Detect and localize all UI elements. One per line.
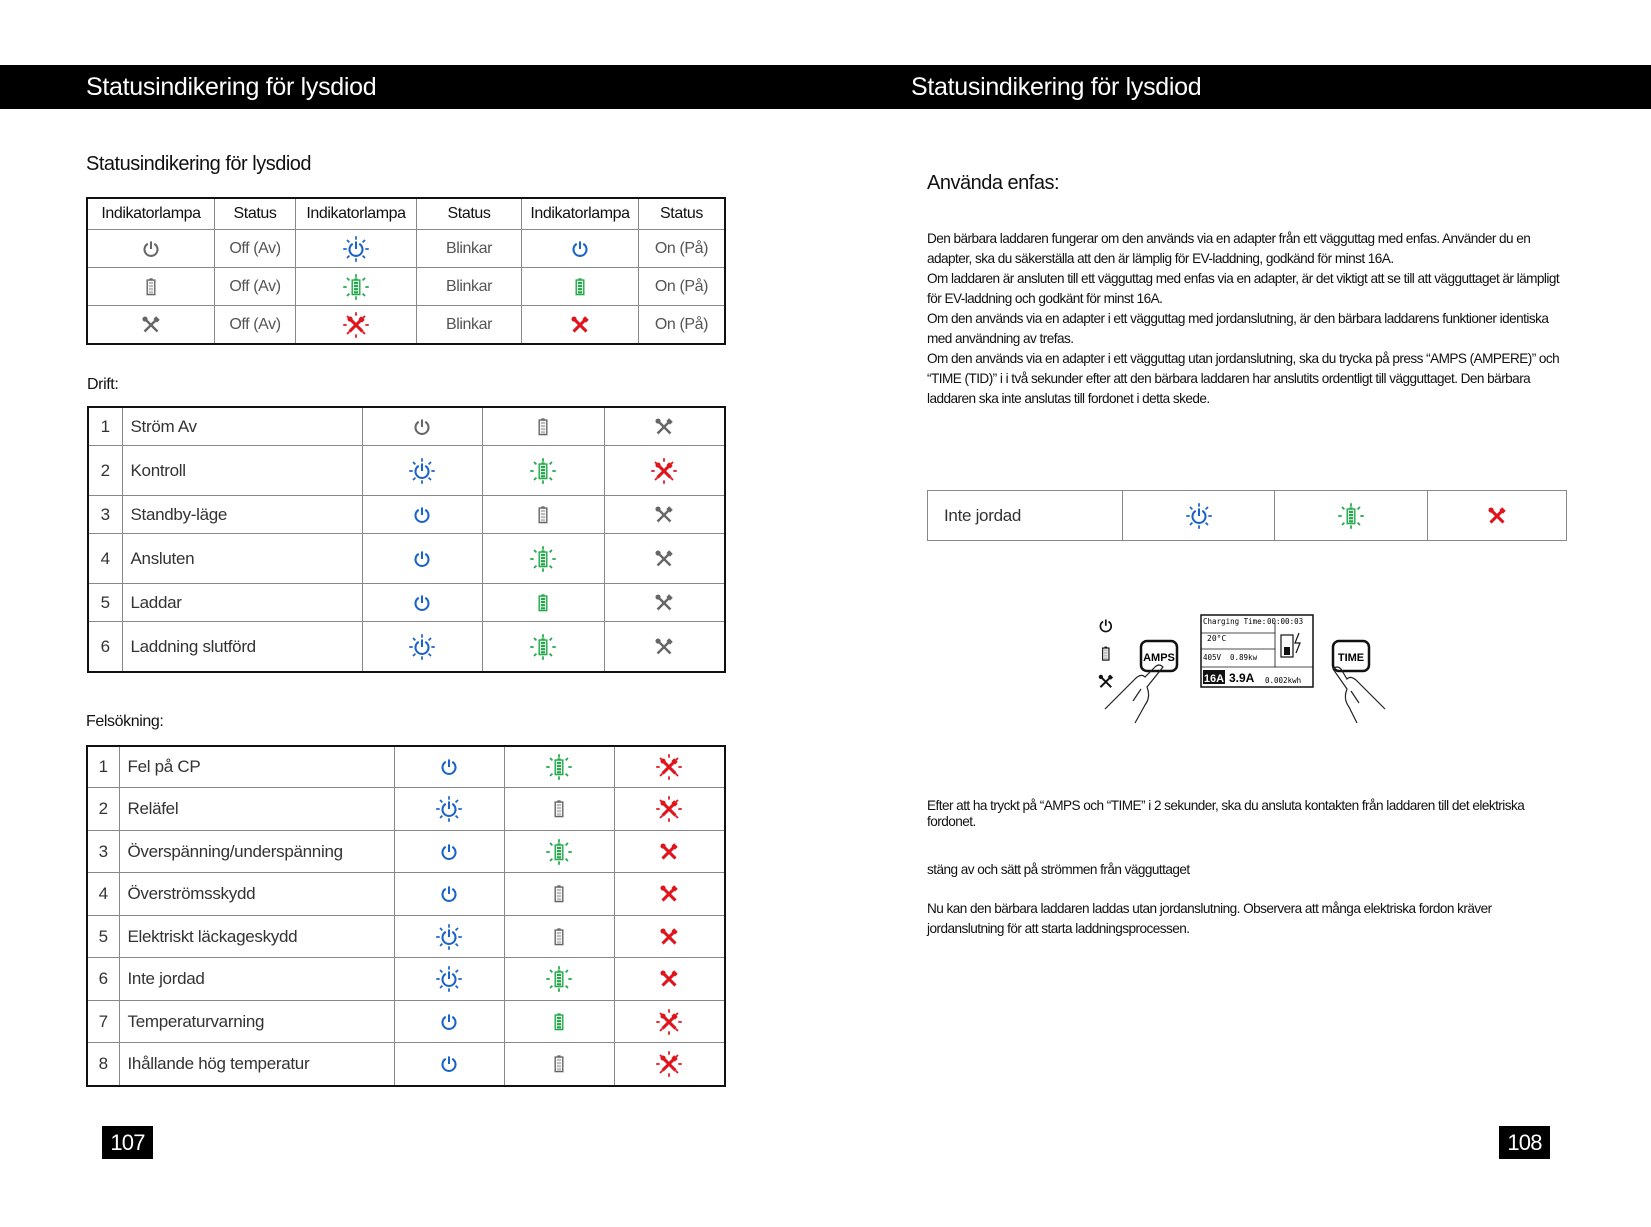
battery-icon-cell (482, 584, 604, 622)
charger-display (1201, 615, 1313, 687)
legend-row (87, 230, 725, 268)
row-number: 2 (87, 788, 119, 831)
battery-icon (546, 798, 572, 817)
wrench-icon (656, 968, 682, 987)
power-icon-cell (394, 873, 504, 916)
battery-icon-cell (482, 407, 604, 446)
wrench-icon (651, 504, 677, 523)
status-blink-text: Blinkar (417, 230, 522, 268)
table-row (87, 873, 725, 916)
left-hand-icon (1105, 665, 1163, 723)
wrench-icon-cell (614, 746, 725, 788)
row-number: 2 (88, 446, 122, 496)
right-hand-icon (1333, 667, 1385, 723)
page-number-left: 107 (102, 1126, 153, 1159)
row-name: Ström Av (122, 407, 362, 446)
table-row (88, 622, 725, 673)
amps-label: AMPS (1143, 652, 1175, 664)
paragraph: Om den används via en adapter i ett vägguttag med jordanslutning, är den bärbara laddarens funktioner identiska med användning av trefas. (927, 311, 1549, 346)
voltage-value: 405V (1203, 653, 1222, 662)
wrench-icon (656, 798, 682, 817)
power-icon-cell (1123, 491, 1275, 541)
status-on-text: On (På) (639, 230, 726, 268)
fault-label: Felsökning: (86, 713, 164, 730)
status-off-text: Off (Av) (215, 230, 296, 268)
row-number: 7 (87, 1001, 119, 1043)
illustration-status-icons (1099, 620, 1112, 688)
paragraph: Om laddaren är ansluten till ett vägguttag med enfas via en adapter, är det viktigt att se till att vägguttaget är lämpligt för EV-laddning och godkänt för minst 16A. (927, 271, 1560, 306)
battery-icon-cell (504, 746, 614, 788)
row-name: Standby-läge (122, 496, 362, 534)
wrench-icon (651, 416, 677, 435)
power-icon (409, 636, 435, 655)
battery-icon (567, 278, 593, 295)
battery-icon (530, 548, 556, 567)
power-icon (409, 548, 435, 567)
power-icon (436, 841, 462, 860)
row-number: 3 (87, 831, 119, 873)
power-icon (436, 968, 462, 987)
table-row (87, 1043, 725, 1087)
wrench-icon (656, 1053, 682, 1072)
wrench-icon (656, 883, 682, 902)
wrench-icon-cell (604, 584, 725, 622)
battery-icon (343, 278, 369, 295)
time-label: TIME (1337, 652, 1365, 664)
wrench-icon-cell (604, 496, 725, 534)
power-icon-cell (362, 584, 482, 622)
legend-header-row (87, 198, 725, 230)
row-number: 4 (88, 534, 122, 584)
battery-icon-cell (504, 1043, 614, 1087)
power-icon (436, 756, 462, 775)
intro-paragraphs (927, 229, 1567, 409)
legend-header: Status (417, 198, 522, 230)
table-row (88, 534, 725, 584)
power-icon (567, 240, 593, 257)
row-name: Kontroll (122, 446, 362, 496)
power-icon (1100, 620, 1111, 632)
wrench-icon (1099, 675, 1112, 688)
wrench-icon-cell (614, 788, 725, 831)
wrench-icon-cell (87, 306, 215, 345)
power-icon (1186, 505, 1212, 524)
wrench-icon (651, 636, 677, 655)
table-row (87, 788, 725, 831)
power-icon-cell (362, 446, 482, 496)
power-icon (409, 504, 435, 523)
row-number: 3 (88, 496, 122, 534)
wrench-icon (651, 548, 677, 567)
status-blink-text: Blinkar (417, 306, 522, 345)
not-grounded-table (927, 490, 1567, 541)
wrench-icon (656, 926, 682, 945)
battery-icon (546, 841, 572, 860)
battery-icon (546, 968, 572, 987)
final-text: Nu kan den bärbara laddaren laddas utan jordanslutning. Observera att många elektriska fordon kräver jordanslutning för att starta laddningsprocessen. (927, 901, 1492, 936)
battery-icon-cell (482, 446, 604, 496)
paragraph: Om den används via en adapter i ett vägguttag utan jordanslutning, ska du trycka på press “AMPS (AMPERE)” och “TIME (TID)” i i två sekunder efter att den bärbara laddaren har anslutits ordentligt till vägguttaget. Den bärbara laddaren ska inte anslutas till fordonet i detta skede. (927, 351, 1560, 406)
legend-header: Indikatorlampa (522, 198, 639, 230)
battery-icon (546, 1053, 572, 1072)
power-icon (436, 798, 462, 817)
power-icon-cell (394, 831, 504, 873)
power-icon-cell (394, 916, 504, 958)
row-number: 6 (87, 958, 119, 1001)
row-name: Laddar (122, 584, 362, 622)
table-row (87, 1001, 725, 1043)
wrench-icon (656, 756, 682, 775)
row-name: Överspänning/underspänning (119, 831, 394, 873)
battery-icon-cell (504, 831, 614, 873)
wrench-icon (343, 316, 369, 333)
power-icon (436, 883, 462, 902)
page-number-right: 108 (1499, 1126, 1550, 1159)
wrench-icon (651, 460, 677, 479)
paragraph: Den bärbara laddaren fungerar om den används via en adapter från ett vägguttag med enfas. Använder du en adapter, ska du säkerställa att den är lämplig för EV-laddning, godkänd för minst 16A. (927, 231, 1531, 266)
wrench-icon-cell (604, 446, 725, 496)
battery-icon (530, 460, 556, 479)
table-row (87, 746, 725, 788)
row-name: Inte jordad (119, 958, 394, 1001)
status-on-text: On (På) (639, 306, 726, 345)
after-press-text: Efter att ha tryckt på “AMPS och “TIME” i 2 sekunder, ska du ansluta kontakten från laddaren till det elektriska fordonet. (927, 798, 1525, 829)
row-number: 8 (87, 1043, 119, 1087)
power-icon-cell (394, 1043, 504, 1087)
row-name: Överströmsskydd (119, 873, 394, 916)
power-icon (436, 1053, 462, 1072)
right-banner: Statusindikering för lysdiod (825, 65, 1651, 109)
battery-icon (138, 278, 164, 295)
power-icon-cell (362, 496, 482, 534)
battery-icon (530, 416, 556, 435)
power-icon (138, 240, 164, 257)
left-banner: Statusindikering för lysdiod (0, 65, 825, 109)
row-name: Ihållande hög temperatur (119, 1043, 394, 1087)
battery-icon (546, 1011, 572, 1030)
power-icon (409, 592, 435, 611)
charging-time-value: 00:00:03 (1267, 617, 1304, 626)
wrench-icon (1484, 505, 1510, 524)
legend-row (87, 306, 725, 345)
power-icon-cell (87, 230, 215, 268)
battery-icon-cell (482, 496, 604, 534)
power-icon (343, 240, 369, 257)
wrench-icon (656, 1011, 682, 1030)
wrench-icon-cell (604, 534, 725, 584)
wrench-icon-cell (614, 1001, 725, 1043)
power-icon-cell (394, 746, 504, 788)
battery-icon (530, 636, 556, 655)
power-icon-cell (394, 788, 504, 831)
amps-button[interactable] (1141, 641, 1177, 671)
left-heading: Statusindikering för lysdiod (86, 153, 312, 175)
legend-header: Indikatorlampa (87, 198, 215, 230)
power-icon (436, 1011, 462, 1030)
wrench-icon-cell (296, 306, 417, 345)
battery-icon-cell (482, 534, 604, 584)
battery-icon (546, 926, 572, 945)
power-icon-cell (394, 1001, 504, 1043)
status-off-text: Off (Av) (215, 268, 296, 306)
table-row (87, 831, 725, 873)
row-number: 4 (87, 873, 119, 916)
battery-icon-cell (504, 958, 614, 1001)
energy-value: 0.002kwh (1265, 676, 1302, 685)
power-icon-cell (362, 407, 482, 446)
current-value: 3.9A (1229, 671, 1255, 685)
power-icon (409, 416, 435, 435)
status-on-text: On (På) (639, 268, 726, 306)
table-row (88, 496, 725, 534)
table-row (87, 916, 725, 958)
table-row (88, 407, 725, 446)
battery-icon (530, 504, 556, 523)
wrench-icon-cell (614, 958, 725, 1001)
row-number: 1 (88, 407, 122, 446)
row-name: Reläfel (119, 788, 394, 831)
wrench-icon (651, 592, 677, 611)
battery-icon-cell (87, 268, 215, 306)
battery-icon-cell (296, 268, 417, 306)
row-number: 1 (87, 746, 119, 788)
power-icon-cell (362, 534, 482, 584)
battery-icon (530, 592, 556, 611)
battery-icon (1103, 647, 1109, 661)
row-number: 5 (88, 584, 122, 622)
battery-icon-cell (504, 916, 614, 958)
battery-icon-cell (504, 788, 614, 831)
row-name: Ansluten (122, 534, 362, 584)
power-value: 0.89kw (1230, 653, 1258, 662)
legend-header: Status (215, 198, 296, 230)
table-row (88, 584, 725, 622)
charging-time-label: Charging Time: (1203, 617, 1267, 626)
power-icon (436, 926, 462, 945)
wrench-icon-cell (614, 831, 725, 873)
wrench-icon (656, 841, 682, 860)
drift-table (87, 406, 726, 673)
battery-icon (1338, 505, 1364, 524)
row-name: Fel på CP (119, 746, 394, 788)
power-icon (409, 460, 435, 479)
row-number: 6 (88, 622, 122, 673)
right-heading: Använda enfas: (927, 172, 1059, 194)
battery-icon (546, 756, 572, 775)
status-off-text: Off (Av) (215, 306, 296, 345)
legend-row (87, 268, 725, 306)
power-icon-cell (522, 230, 639, 268)
legend-header: Status (639, 198, 726, 230)
power-cycle-text: stäng av och sätt på strömmen från vägguttaget (927, 862, 1190, 877)
battery-icon-cell (482, 622, 604, 673)
row-name: Inte jordad (928, 491, 1123, 541)
wrench-icon-cell (522, 306, 639, 345)
wrench-icon (567, 316, 593, 333)
amps-value: 16A (1203, 673, 1225, 685)
table-row (928, 491, 1567, 541)
battery-icon-cell (504, 1001, 614, 1043)
power-icon-cell (296, 230, 417, 268)
battery-icon-cell (1275, 491, 1428, 541)
temperature-value: 20°C (1207, 634, 1227, 643)
wrench-icon-cell (614, 916, 725, 958)
power-icon-cell (362, 622, 482, 673)
drift-label: Drift: (87, 376, 119, 393)
wrench-icon-cell (604, 622, 725, 673)
battery-icon-cell (504, 873, 614, 916)
battery-icon-cell (522, 268, 639, 306)
wrench-icon (138, 316, 164, 333)
status-blink-text: Blinkar (417, 268, 522, 306)
wrench-icon-cell (614, 873, 725, 916)
row-name: Temperaturvarning (119, 1001, 394, 1043)
row-name: Laddning slutförd (122, 622, 362, 673)
wrench-icon-cell (1428, 491, 1567, 541)
wrench-icon-cell (614, 1043, 725, 1087)
table-row (87, 958, 725, 1001)
row-name: Elektriskt läckageskydd (119, 916, 394, 958)
power-icon-cell (394, 958, 504, 1001)
row-number: 5 (87, 916, 119, 958)
time-button[interactable] (1333, 641, 1369, 671)
legend-table (86, 197, 726, 345)
wrench-icon-cell (604, 407, 725, 446)
legend-header: Indikatorlampa (296, 198, 417, 230)
battery-icon (546, 883, 572, 902)
table-row (88, 446, 725, 496)
charger-illustration (1095, 605, 1395, 735)
fault-table (86, 745, 726, 1087)
